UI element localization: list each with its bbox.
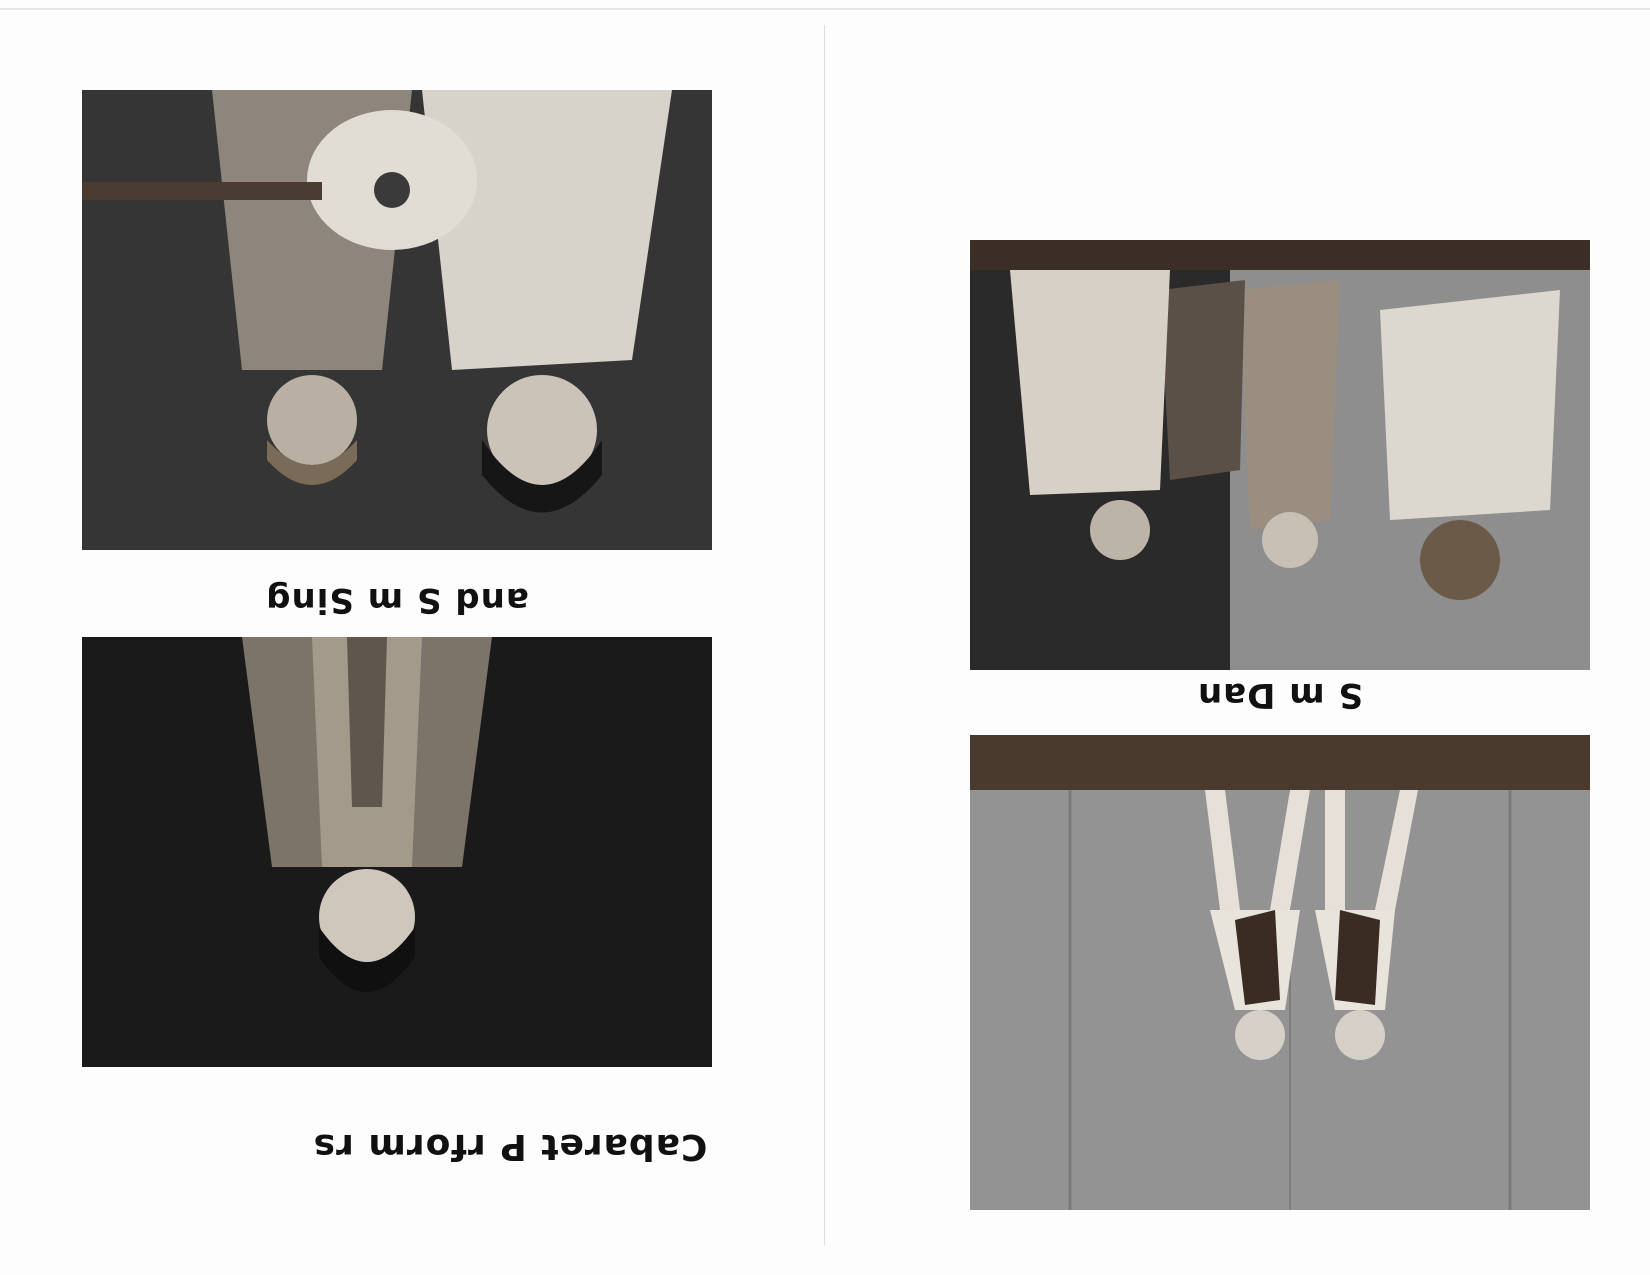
caption-sing: and S m Sing [265,580,529,620]
scan-edge-line [0,8,1650,10]
group-performers-photo [970,240,1590,670]
caption-dance: S m Dan [1197,675,1363,715]
page-fold-line [824,25,825,1245]
two-dancers-photo [970,735,1590,1210]
kimono-singer-photo [82,637,712,1067]
guitar-duo-photo [82,90,712,550]
caption-performers: Cabaret P rform rs [312,1126,708,1167]
